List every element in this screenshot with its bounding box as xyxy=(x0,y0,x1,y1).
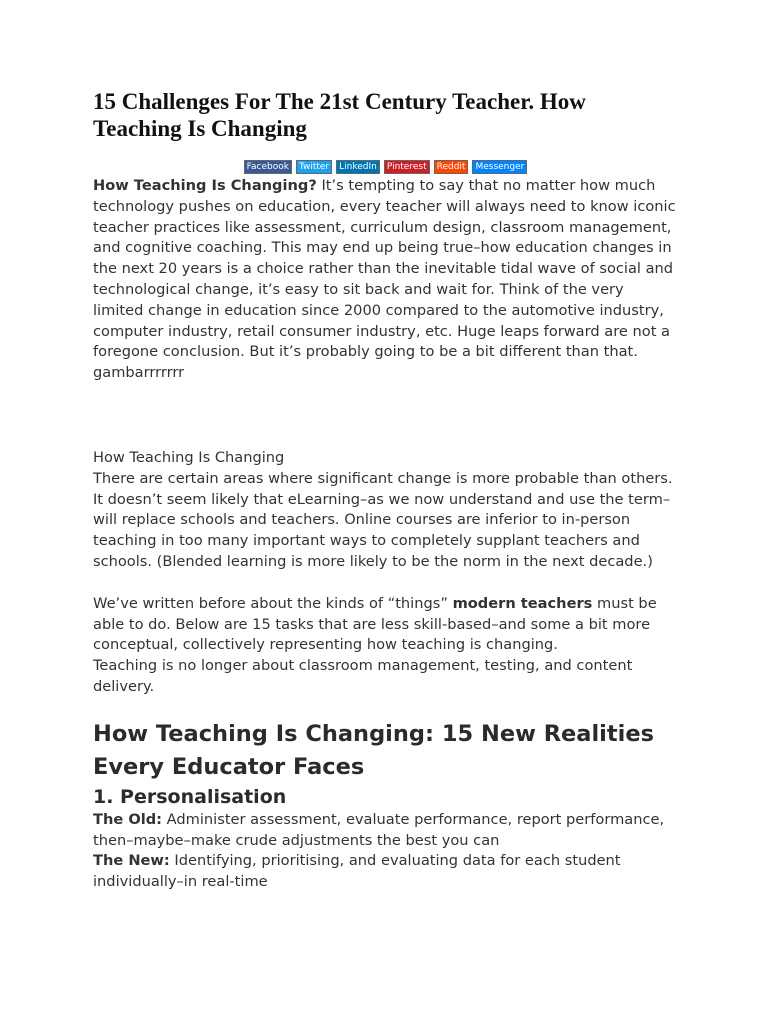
item1-title: 1. Personalisation xyxy=(93,785,287,808)
share-twitter-button[interactable]: Twitter xyxy=(296,160,332,174)
section2-after: must be able to do. Below are 15 tasks that are less skill-based–and some a bit more conceptual, collectively representing how teaching is changing. xyxy=(93,594,657,654)
section2-paragraph xyxy=(93,594,678,656)
section2-line2: Teaching is no longer about classroom management, testing, and content delivery. xyxy=(93,657,633,695)
article-title: 15 Challenges For The 21st Century Teacher. How Teaching Is Changing xyxy=(93,89,586,141)
item1-old-label: The Old: xyxy=(93,810,163,828)
item1-old-text: Administer assessment, evaluate performance, report performance, then–maybe–make crude adjustments the best you can xyxy=(93,810,665,849)
share-facebook-button[interactable]: Facebook xyxy=(244,160,292,174)
share-linkedin-button[interactable]: LinkedIn xyxy=(336,160,380,174)
share-bar xyxy=(93,160,678,174)
section2-before: We’ve written before about the kinds of “things” xyxy=(93,594,453,612)
item1-new xyxy=(93,851,678,893)
image-caption: How Teaching Is Changing xyxy=(93,448,285,466)
modern-teachers-bold: modern teachers xyxy=(452,594,593,612)
article xyxy=(93,88,678,893)
share-pinterest-button[interactable]: Pinterest xyxy=(384,160,430,174)
section-heading: How Teaching Is Changing: 15 New Realities Every Educator Faces xyxy=(93,720,655,780)
item1-new-text: Identifying, prioritising, and evaluating data for each student individually–in real-time xyxy=(93,852,621,891)
item1-old xyxy=(93,810,678,852)
section1-paragraph: There are certain areas where significant change is more probable than others. It doesn’t seem likely that eLearning–as we now understand and use the term–will replace schools and teachers. Online courses are inferior to in-person teaching in too many important ways to completely supplant teachers and schools. (Blended learning is more likely to be the norm in the next decade.) xyxy=(93,469,673,570)
intro-lead-text: It’s tempting to say that no matter how much technology pushes on education, every teacher will always need to know iconic teacher practices like assessment, curriculum design, classroom management, and cognitive coaching. This may end up being true–how education changes in the next 20 years is a choice rather than the inevitable tidal wave of social and technological change, it’s easy to sit back and wait for. Think of the very limited change in education since 2000 compared to the automotive industry, computer industry, retail consumer industry, etc. Huge leaps forward are not a foregone conclusion. But it’s probably going to be a bit different than that. xyxy=(93,177,676,361)
intro-lead-bold: How Teaching Is Changing? xyxy=(93,177,317,194)
share-messenger-button[interactable]: Messenger xyxy=(472,160,527,174)
image-placeholder-text: gambarrrrrrr xyxy=(93,364,185,382)
intro-paragraph xyxy=(93,176,678,363)
item1-new-label: The New: xyxy=(93,852,170,870)
share-reddit-button[interactable]: Reddit xyxy=(434,160,469,174)
